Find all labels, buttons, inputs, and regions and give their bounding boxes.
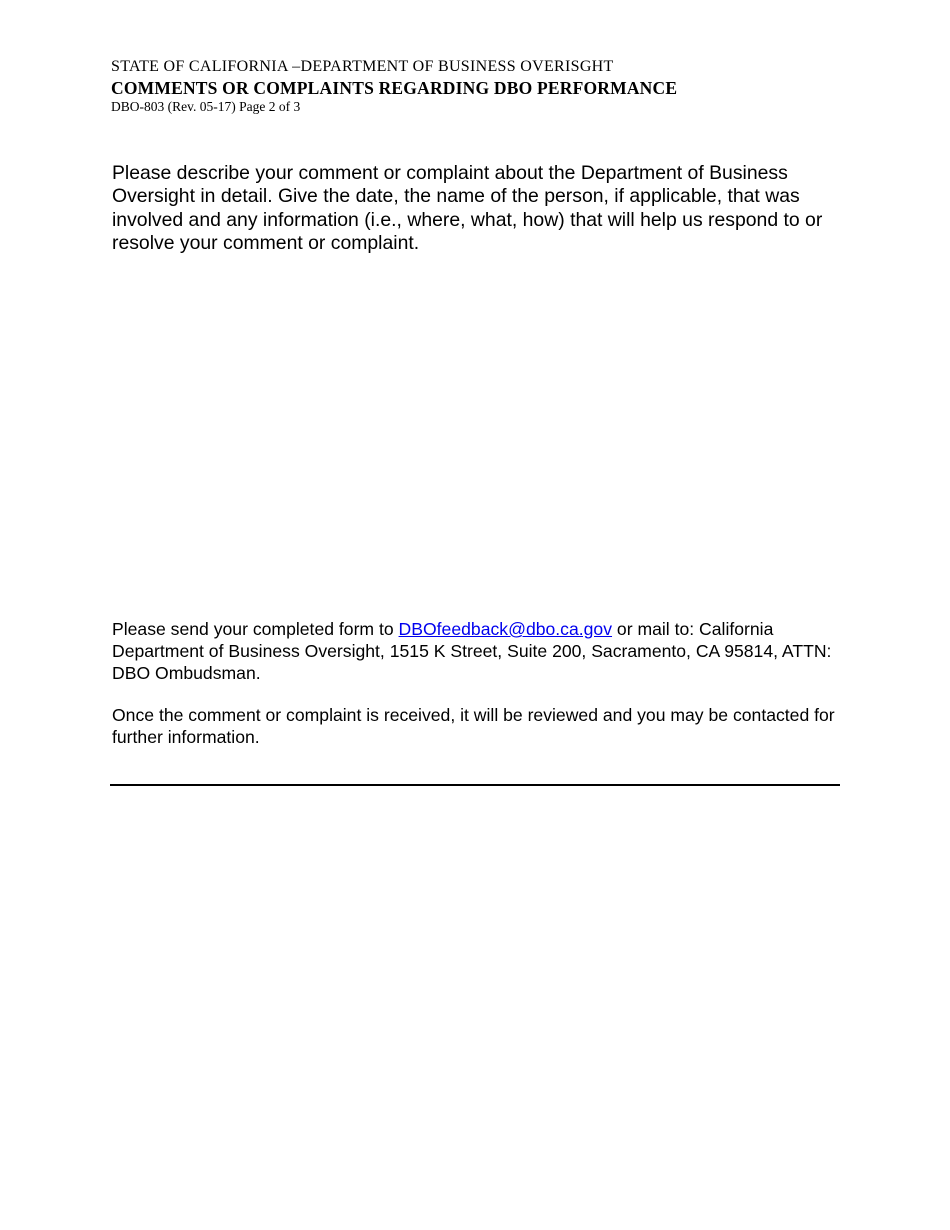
- form-title: COMMENTS OR COMPLAINTS REGARDING DBO PERFORMANCE: [111, 78, 678, 98]
- submission-suffix: or mail to: California Department of Business Oversight, 1515 K Street, Suite 200, Sacramento, CA 95814, ATTN: DBO Ombudsman.: [112, 619, 832, 683]
- agency-name: STATE OF CALIFORNIA –DEPARTMENT OF BUSINESS OVERISGHT: [111, 58, 614, 75]
- form-revision: DBO-803 (Rev. 05-17) Page 2 of 3: [111, 99, 301, 114]
- submission-prefix: Please send your completed form to: [112, 619, 399, 639]
- feedback-email-link[interactable]: DBOfeedback@dbo.ca.gov: [398, 619, 613, 639]
- submission-instructions: [112, 618, 842, 684]
- comment-field[interactable]: [111, 266, 841, 606]
- signature-divider: [110, 784, 840, 786]
- review-notice: Once the comment or complaint is received, it will be reviewed and you may be contacted for further information.: [112, 705, 835, 747]
- instructions-text: Please describe your comment or complaint about the Department of Business Oversight in detail. Give the date, the name of the person, if applicable, that was involved and any information (i.e., where, what, how) that will help us respond to or resolve your comment or complaint.: [112, 162, 823, 254]
- form-header: [111, 57, 677, 115]
